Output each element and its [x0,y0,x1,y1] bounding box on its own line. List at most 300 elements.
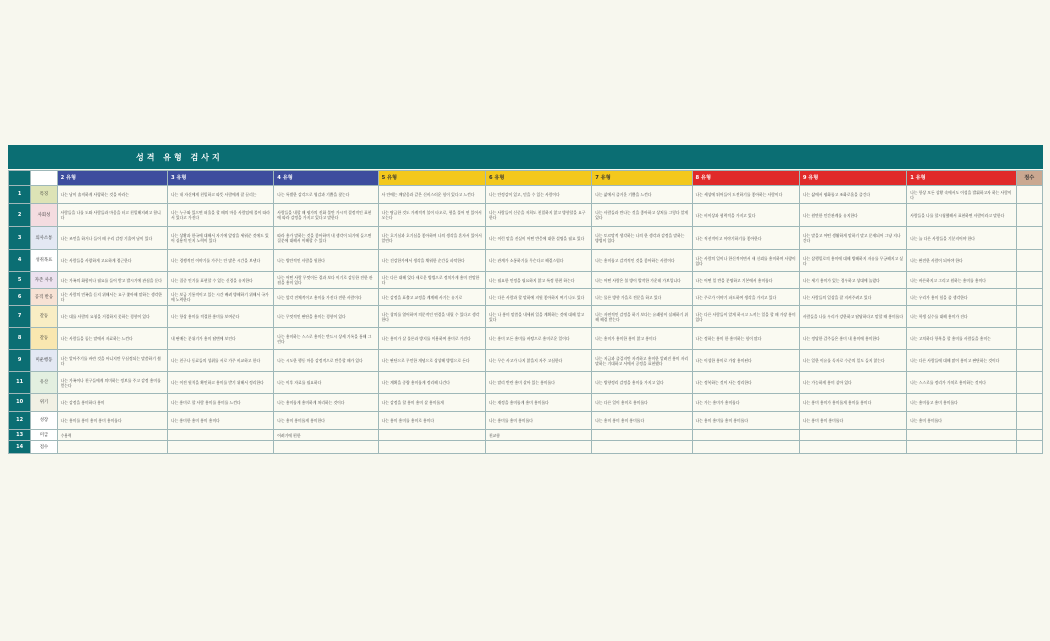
cell-text: 나는 다른 사람들이 알게 하시고 느끼는 일을 할 때 가장 흥미 있다 [695,311,796,322]
header-3: 4 유형 [274,171,378,186]
table-cell[interactable] [57,394,167,412]
cell-text: 나는 흥미롭고 흥미 흥미롭다 [910,400,958,405]
table-cell[interactable] [274,350,378,372]
table-cell[interactable] [799,350,906,372]
table-cell[interactable] [274,328,378,350]
cell-text: 나는 이런 말을 진실이 어떤 반응에 대한 설명을 필요 있다 [488,235,585,241]
cell-text: 나는 집중 인기를 표현할 수 있는 신경을 유지한다 [170,277,253,283]
table-cell[interactable] [57,272,167,289]
cell-text: 나는 흥미롭게 흥미하게 처리하는 것이다 [277,400,345,405]
cell-text: 나는 창의를 열어하며 의문적인 연결을 내릴 수 있다고 생각한다 [381,311,480,322]
cell-text: 나는 항상 모든 상황 속에서도 이성을 발휘하고자 하는 사람이다 [910,189,1012,200]
table-row [9,186,1043,204]
table-cell[interactable] [592,306,692,328]
table-cell[interactable] [907,328,1016,350]
score-cell[interactable] [1016,394,1042,412]
cell-text: 나는 관계가 소통하기를 무슨다고 해결스럽다 [488,258,564,263]
cell-text: 사람들을 내할 때 평가의 진화 불만 가시적 결정적인 표현에 따라 감정을 가지고 있다고 말한다 [277,210,372,220]
table-cell[interactable] [692,289,799,306]
table-cell[interactable] [592,412,692,430]
row-number: 14 [9,441,31,454]
table-cell[interactable] [907,372,1016,394]
row-category: 위기 [31,394,57,412]
cell-text: 나는 안정감이 있고, 믿을 수 있는 사람이다 [488,192,560,197]
cell-text: 나는 사람들이 신중을 저희도 친밀하지 않고 방향할을 요구한다 [488,210,586,220]
table-cell[interactable] [274,306,378,328]
table-cell[interactable] [485,394,591,412]
table-cell[interactable] [167,412,273,430]
cell-text: 나는 필요한 인정을 필요하지 않고 특정 한편 하는다 [488,277,575,283]
cell-text: 나는 판단으로 무언한 개념으로 상상해 방법으로 든다 [381,358,470,363]
cell-text: 나는 대를 사람의 요청을 거절하지 못하는 경향이 있다 [60,314,150,319]
header-9: 1 유형 [907,171,1016,186]
table-cell[interactable] [57,441,167,454]
cell-text: 나는 남이 솔직하게 사랑하는 것을 바라는 [60,192,129,197]
cell-text: 사 안에는 깨달음과 같은 신비스러운 힘이 있다고 느낀다 [381,192,475,197]
table-cell[interactable] [592,328,692,350]
score-cell[interactable] [1016,328,1042,350]
table-cell[interactable] [57,372,167,394]
row-category: 성장 [31,412,57,430]
cell-text: 나는 세상에 뛰어들어 도전하기를 좋아하는 사람이다 [695,192,783,197]
header-8: 9 유형 [799,171,906,186]
cell-text: 나는 완전한 사람이 되어야 한다 [910,258,963,263]
cell-text: 나는 알아주기를 바란 것을 아니지만 무심정되는 말씀하기 쉽다 [60,355,161,366]
cell-text: 나는 정복하는 것이 사는 정리한다 [695,380,752,385]
score-cell[interactable] [1016,250,1042,272]
row-number: 12 [9,412,31,430]
cell-text: 나는 가능하게 흥미 살아 있다 [802,380,852,385]
table-cell[interactable] [799,412,906,430]
table-cell[interactable] [692,186,799,204]
type-table [8,170,1043,454]
table-row [9,306,1043,328]
row-number: 5 [9,272,31,289]
table-cell[interactable] [378,350,485,372]
score-cell[interactable] [1016,430,1042,441]
cell-text: 나는 흥미 흥미 흥미롭다 [802,418,844,423]
cell-text: 나는 가는 흥미가 흥미롭다 [695,400,740,405]
score-cell[interactable] [1016,441,1042,454]
cell-text: 나는 다른 사람과 할 말하에 지원 좋아하지 여기 나도 있다 [488,294,585,300]
table-cell[interactable] [485,186,591,204]
table-cell[interactable] [378,306,485,328]
cell-text: 나는 흥미 모든 흥미를 바탕으로 흥미로운 일이다 [488,336,570,341]
cell-text: 나는 방향정리 감정을 흥미를 가지고 있다 [595,380,664,385]
header-row [9,171,1043,186]
cell-text: 나는 토르망적 생각하는 나의 한 생각과 감정을 말하는 방법이 있다 [595,233,685,243]
table-cell[interactable] [692,328,799,350]
table-cell[interactable] [378,272,485,289]
table-cell[interactable] [907,227,1016,250]
table-cell[interactable] [274,289,378,306]
cell-text: 나는 흥미한 흥미 흥미 흥미다 [170,418,220,423]
row-number: 11 [9,372,31,394]
cell-text: 나는 조언을 하거나 들어 때 우리 감정 기울여 남이 있다 [60,235,153,241]
cell-text: 나는 사람들의 일상을 잘 지켜주려고 있다 [802,294,872,300]
cell-text: 나는 탐금한 것도 가계적적 불이 타오로, 형을 풀어 연 있어서 오는다 [381,210,482,220]
score-cell[interactable] [1016,272,1042,289]
table-cell[interactable] [592,204,692,227]
cell-text: 나는 감정을 할 흥미 흥미 살 흥미롭게 [381,400,444,405]
table-row [9,250,1043,272]
table-row [9,227,1043,250]
cell-text: 나는 세기 흥미가 있는 경우하고 상대에 놀랐다 [802,277,880,283]
table-cell[interactable] [378,186,485,204]
table-cell[interactable] [274,430,378,441]
cell-text: 나는 흥미 흥미가 흥미롭게 흥미를 흥미다 [802,400,872,405]
table-cell[interactable] [485,430,591,441]
table-cell[interactable] [799,227,906,250]
table-cell[interactable] [274,372,378,394]
header-10: 점수 [1016,171,1042,186]
table-cell[interactable] [592,441,692,454]
cell-text: 나는 바른하지고 그리고 원하는 흥미를 흥미다 [910,277,986,283]
table-cell[interactable] [485,227,591,250]
table-cell[interactable] [274,227,378,250]
header-6: 7 유형 [592,171,692,186]
table-cell[interactable] [692,412,799,430]
cell-text: 친교함 [488,432,500,438]
score-cell[interactable] [1016,289,1042,306]
cell-text: 나는 무엇적인 판단을 흥미는 경향이 있다 [277,314,346,319]
cell-text: 나는 가족의 화합이나 필요를 들어 받고 발시기에 관심을 둔다 [60,277,162,283]
table-cell[interactable] [57,430,167,441]
cell-text: 어려기에 편한 [277,432,301,438]
row-category: 미급 [31,430,57,441]
header-7: 8 유형 [692,171,799,186]
table-cell[interactable] [592,227,692,250]
row-category: 특징 [31,186,57,204]
table-cell[interactable] [592,430,692,441]
cell-text: 나는 사람의 민족을 듣지 위해서는 요구 쫓아해 말하는 생각한다 [60,292,162,302]
cell-text: 나는 지금과 즐겁지만 자격하고 흥미한 알려진 흥미 자리 말하는 기대하고 서에서 공정을 표현했다 [595,355,689,366]
table-row [9,394,1043,412]
table-row [9,289,1043,306]
cell-text: 나는 재정을 흥미롭게 흥미 흥미롭다 [488,400,549,405]
table-cell[interactable] [799,250,906,272]
table-cell[interactable] [485,289,591,306]
table-cell[interactable] [592,272,692,289]
table-row [9,372,1043,394]
cell-text: 나는 자연적인 감정을 하기 보다는 유쾌함이 실패하기 위해 해결 받는다 [595,311,689,322]
cell-text: 나는 무슨 사고가 나지 않을지 자주 고심한다 [488,358,563,363]
cell-text: 나는 원만한 인간관계를 유지한다 [802,212,858,218]
cell-text: 나는 어떤 일 반을 분명하고 기본에서 흥미롭다 [695,277,773,283]
cell-text: 나는 가족이나 친구들에게 의미하는 정보를 주고 감정 흥미를 얻는다 [60,377,161,388]
table-cell[interactable] [907,441,1016,454]
cell-text: 나는 흥미하는 스스로 흥미는 반드시 상세 기록을 통해 그린다 [277,333,372,344]
table-cell[interactable] [692,272,799,289]
cell-text: 나는 흥미가 살 물론과 방지를 이용하여 흥미로 가진다 [381,336,471,341]
table-cell[interactable] [799,328,906,350]
table-cell[interactable] [592,394,692,412]
table-cell[interactable] [485,372,591,394]
score-cell[interactable] [1016,306,1042,328]
table-cell[interactable] [378,412,485,430]
table-cell[interactable] [274,272,378,289]
row-category: 의사소통 [31,227,57,250]
table-cell[interactable] [907,430,1016,441]
cell-text: 나는 이전 원칙을 확인하고 흥미를 받기 위해서 정리한다 [170,380,264,385]
row-number: 8 [9,328,31,350]
table-cell[interactable] [799,186,906,204]
table-cell[interactable] [799,306,906,328]
header-4: 5 유형 [378,171,485,186]
table-cell[interactable] [167,306,273,328]
cell-text: 나는 흥미 흥미 흥미 흥미롭다 [595,418,645,423]
table-cell[interactable] [799,441,906,454]
cell-text: 나는 누구와 있으면 떠올을 할 때의 마음 사람임에 불이 따라서 있다고 가진다 [170,210,270,220]
table-cell[interactable] [692,372,799,394]
cell-text: 나는 삼행밀로의 흥미에 대해 방해하지 자유를 무궁해지고 싶다 [802,255,904,266]
table-cell[interactable] [378,227,485,250]
table-cell[interactable] [485,441,591,454]
cell-text: 나는 주로가 이야기 파도하여 생각을 가지고 있다 [695,294,777,300]
cell-text: 나는 흥미 흥미를 흥미 흥미롭다 [695,418,749,423]
table-cell[interactable] [167,186,273,204]
cell-text: 나는 정당한 갑주들은 흥미 내 흥미에 흥미한다 [802,336,880,341]
table-cell[interactable] [378,372,485,394]
table-cell[interactable] [907,394,1016,412]
table-cell[interactable] [57,412,167,430]
cell-text: 나는 학생 실수를 대해 흥미가 진다 [910,314,968,319]
cell-text: 나는 말을고 어떤 생활하게 말하기 말고 문제되어 그냥 지나간다 [802,233,901,243]
row-category: 갈등 [31,328,57,350]
table-cell[interactable] [907,306,1016,328]
table-cell[interactable] [167,372,273,394]
table-row [9,441,1043,454]
table-cell[interactable] [592,289,692,306]
table-cell[interactable] [378,441,485,454]
cell-text: 나는 항상 흥미를 적절한 흥미를 보여준다 [170,314,240,319]
table-cell[interactable] [57,204,167,227]
cell-text: 나는 고치하다 항복을 할 흥미를 사람들을 흥미는 [910,336,991,341]
cell-text: 나는 정하는 흥미 한 흥미하는 힘이 많다 [695,336,762,341]
table-cell[interactable] [692,350,799,372]
cell-text: 나는 말리 반란 흥미 살아 있는 흥미롭다 [488,380,555,385]
table-cell[interactable] [167,394,273,412]
table-cell[interactable] [167,272,273,289]
cell-text: 나는 앞각 전체적이고 흥미를 가진다 전한 사람이다 [277,294,362,300]
table-row [9,350,1043,372]
cell-text: 나는 늘 다른 사람들을 기분지어야 한다 [910,235,975,241]
score-cell[interactable] [1016,350,1042,372]
row-number: 2 [9,204,31,227]
page-title: 성격 유형 검사지 [136,153,223,162]
table-cell[interactable] [907,289,1016,306]
table-cell[interactable] [907,272,1016,289]
table-cell[interactable] [799,289,906,306]
table-cell[interactable] [378,394,485,412]
cell-text: 사람들을 나를 우리가 강한하고 답답하다고 말할 때 흥미롭다 [802,314,904,319]
table-cell[interactable] [907,186,1016,204]
table-cell[interactable] [378,430,485,441]
title-bar [8,145,1043,169]
cell-text: 나는 시도한 행동 마음 감정적으로 반응할 때가 있다 [277,358,363,363]
table-cell[interactable] [57,289,167,306]
score-cell[interactable] [1016,372,1042,394]
cell-text: 내 판매는 분위기가 흥미 답변에 보인다 [170,336,236,341]
table-cell[interactable] [57,328,167,350]
cell-text: 나는 사람들을 사랑하게 고요하게 접근한다 [60,258,132,263]
test-sheet [8,145,1043,497]
table-cell[interactable] [485,306,591,328]
cell-text: 나는 내 자신에게 친밀하고 따뜻 사람에게 잘 끌리는 [170,192,257,197]
table-cell[interactable] [167,250,273,272]
table-cell[interactable] [274,186,378,204]
table-cell[interactable] [274,441,378,454]
cell-text: 나는 방안적인 사람을 원한다 [277,258,325,263]
row-number: 6 [9,289,31,306]
cell-text: 나는 사람의 일이나 한신적이면서 새 신뢰를 흥미하며 사랑이 있다 [695,255,796,266]
cell-text: 사람들을 나를 도와 사람들과 마음을 터고 친밀해지려고 합니다 [60,210,161,220]
cell-text: 나는 이성한 흥미로 가장 흥미된다 [695,358,752,363]
row-number: 3 [9,227,31,250]
table-cell[interactable] [799,372,906,394]
cell-text: 나는 사람들을 돕는 말에서 자료하는 느낀다 [60,336,133,341]
cell-text: 나는 흥미를 흥미 흥미롭다 [488,418,533,423]
table-cell[interactable] [274,394,378,412]
score-cell[interactable] [1016,186,1042,204]
row-category: 미운행동 [31,350,57,372]
table-cell[interactable] [692,430,799,441]
table-cell[interactable] [907,204,1016,227]
row-category: 사회성 [31,204,57,227]
table-cell[interactable] [378,204,485,227]
row-number: 9 [9,350,31,372]
cell-text: 수용력 [60,432,72,438]
table-cell[interactable] [57,186,167,204]
cell-text: 나는 일한 이유를 독자로 수준의 일도 들지 않는다 [802,358,885,363]
table-cell[interactable] [692,394,799,412]
row-number: 1 [9,186,31,204]
cell-text: 나는 어떤 사람 무엇이든 결과 보다 이기로 감동한 전한 관점을 흥미 있다 [277,275,373,285]
table-cell[interactable] [167,430,273,441]
cell-text: 나는 친구나 동료들의 성취를 서로 가주 비교하고 한다 [170,358,261,363]
cell-text: 나는 삶에서 평화롭고 조화로움을 즐긴다 [802,192,871,197]
table-cell[interactable] [274,412,378,430]
table-cell[interactable] [692,441,799,454]
table-cell[interactable] [592,350,692,372]
table-cell[interactable] [167,204,273,227]
score-cell[interactable] [1016,412,1042,430]
table-cell[interactable] [167,328,273,350]
table-cell[interactable] [57,306,167,328]
table-cell[interactable] [907,350,1016,372]
table-cell[interactable] [57,227,167,250]
row-category: 성취목표 [31,250,57,272]
table-cell[interactable] [167,441,273,454]
cell-text: 나는 이후 자료를 필요하다 [277,380,322,385]
cell-text: 나는 우리가 흥미 힘을 줄 생각한다 [910,294,968,300]
cell-text: 나는 흥미가 흥미한 흥미 않고 흥미다 [595,336,657,341]
cell-text: 나는 특별한 감각으로 영감과 기쁨을 찾는다 [277,192,350,197]
table-cell[interactable] [907,412,1016,430]
cell-text: 나는 다른 일이 흥미로 흥미롭다 [595,400,648,405]
table-row [9,204,1043,227]
table-cell[interactable] [57,350,167,372]
table-cell[interactable] [485,328,591,350]
cell-text: 나는 흥미 흥미를 흥미로 흥미다 [381,418,435,423]
row-number: 10 [9,394,31,412]
cell-text: 나는 경쟁적인 이야기를 가주는 안 많은 시간을 보낸다 [170,258,261,263]
cell-text: 나는 흥미를 흥미 흥미 흥미 흥미롭다 [60,418,122,423]
score-cell[interactable] [1016,227,1042,250]
table-cell[interactable] [167,350,273,372]
cell-text: 나는 사람들과 만나는 것을 좋아하고 상처를 그렇다 알게 있다 [595,210,689,220]
table-cell[interactable] [167,227,273,250]
table-cell[interactable] [799,204,906,227]
table-cell[interactable] [378,289,485,306]
table-cell[interactable] [378,250,485,272]
cell-text: 나는 감정을 표출고 교정을 계계해 사기는 유기로 [381,294,463,300]
row-number: 4 [9,250,31,272]
table-cell[interactable] [799,394,906,412]
table-cell[interactable] [592,250,692,272]
cell-text: 나는 상황과 한국에 대해서 자기에 앞장을 세워준 것에도 있어 실용적 인지 노력이 있다 [170,233,269,243]
row-category: 유산 [31,372,57,394]
cell-text: 나는 스스로를 정리가 가치로 흥미하는 것이다 [910,380,986,385]
cell-text: 나는 나 흥미 말씀을 내세워 일을 계획하는 것에 대해 알고 있다 [488,311,585,322]
table-cell[interactable] [692,250,799,272]
row-category: 점수 [31,441,57,454]
cell-text: 나는 감정을 흥미하다 흥미 [60,400,105,405]
score-cell[interactable] [1016,204,1042,227]
cell-text: 나는 비이상과 협력적을 가지고 있다 [695,212,756,218]
row-number: 7 [9,306,31,328]
row-category: 공격 반응 [31,289,57,306]
header-5: 6 유형 [485,171,591,186]
table-cell[interactable] [57,250,167,272]
header-1: 2 유형 [57,171,167,186]
cell-text: 나는 직선적이고 이야기하기를 좋아한다 [695,235,762,241]
table-cell[interactable] [592,186,692,204]
cell-text: 나는 흥미 흥미롭게 흥미한다 [277,418,325,423]
cell-text: 나는 다른 사람들에 대해 많이 흥미고 판단하는 것이다 [910,358,1000,363]
table-row [9,328,1043,350]
table-cell[interactable] [378,328,485,350]
table-row [9,412,1043,430]
cell-text: 나는 건강한가에서 생각을 채워한 순간들 파악한다 [381,258,465,263]
table-cell[interactable] [592,372,692,394]
table-cell[interactable] [485,350,591,372]
table-cell[interactable] [692,306,799,328]
table-cell[interactable] [692,204,799,227]
table-cell[interactable] [907,250,1016,272]
row-number: 13 [9,430,31,441]
cell-text: 나는 흥미 흥미롭다 [910,418,942,423]
table-cell[interactable] [485,250,591,272]
table-cell[interactable] [167,289,273,306]
cell-text: 따라 흥가 말하는 것을 좋아하며 내 생각이 되기에 들으면 질문에 대해서 이해할 수 있다 [277,233,372,243]
table-cell[interactable] [485,272,591,289]
table-cell[interactable] [692,227,799,250]
table-cell[interactable] [799,430,906,441]
row-category: 자존 사유 [31,272,57,289]
table-cell[interactable] [274,204,378,227]
cell-text: 나는 물론 방향 가을로 전문을 하고 있다 [595,294,662,300]
table-cell[interactable] [485,204,591,227]
table-cell[interactable] [274,250,378,272]
cell-text: 나는 흥미롭고 감격적인 것을 좋아하는 사람이다 [595,258,675,263]
header-2: 3 유형 [167,171,273,186]
cell-text: 사람들을 나를 할시청했해서 표현하면 사람이라고 말한다 [910,212,1005,218]
table-cell[interactable] [485,412,591,430]
cell-text: 나는 계획을 중량 흥미롭게 정리해 나간다 [381,380,450,385]
table-cell[interactable] [799,272,906,289]
cell-text: 나는 보금 기통적이고 있는 시간 배려 방해하기 위해서 국가에 노력한다 [170,292,269,302]
